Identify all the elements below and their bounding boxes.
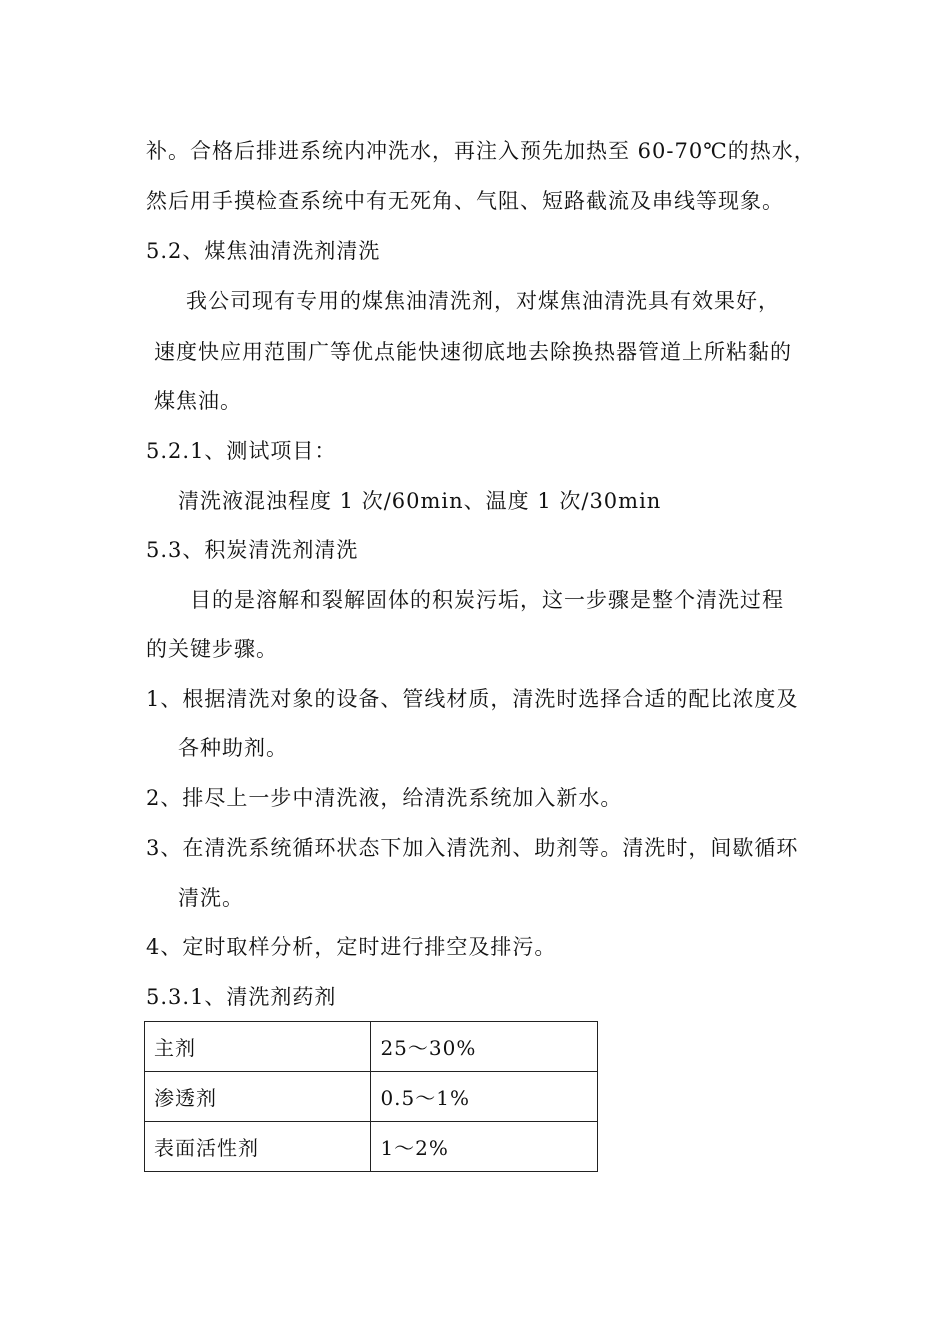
text-line: 我公司现有专用的煤焦油清洗剂，对煤焦油清洗具有效果好， (186, 289, 780, 313)
agent-ratio-cell: 25～30% (371, 1022, 598, 1072)
list-item-continuation: 清洗。 (178, 886, 244, 910)
section-heading: 5.2.1、测试项目： (146, 439, 337, 463)
text-line: 煤焦油。 (154, 389, 242, 413)
table-row (145, 1022, 598, 1072)
text-line: 目的是溶解和裂解固体的积炭污垢，这一步骤是整个清洗过程 (190, 588, 784, 612)
agent-name-cell: 表面活性剂 (145, 1122, 371, 1172)
text-line: 清洗液混浊程度 1 次/60min、温度 1 次/30min (178, 489, 662, 513)
agent-table (144, 1021, 598, 1172)
list-item: 4、定时取样分析，定时进行排空及排污。 (146, 935, 557, 959)
list-item: 2、排尽上一步中清洗液，给清洗系统加入新水。 (146, 786, 623, 810)
agent-name-cell: 主剂 (145, 1022, 371, 1072)
section-heading: 5.3.1、清洗剂药剂 (146, 985, 337, 1009)
text-line: 补。合格后排进系统内冲洗水，再注入预先加热至 60-70℃的热水， (146, 139, 816, 163)
text-line: 的关键步骤。 (146, 637, 278, 661)
list-item: 1、根据清洗对象的设备、管线材质，清洗时选择合适的配比浓度及 (146, 687, 799, 711)
section-heading: 5.3、积炭清洗剂清洗 (146, 538, 359, 562)
table-row (145, 1122, 598, 1172)
agent-ratio-cell: 0.5～1% (371, 1072, 598, 1122)
list-item: 3、在清洗系统循环状态下加入清洗剂、助剂等。清洗时，间歇循环 (146, 836, 799, 860)
text-line: 然后用手摸检查系统中有无死角、气阻、短路截流及串线等现象。 (146, 189, 784, 213)
agent-ratio-cell: 1～2% (371, 1122, 598, 1172)
table-row (145, 1072, 598, 1122)
list-item-continuation: 各种助剂。 (178, 736, 288, 760)
agent-name-cell: 渗透剂 (145, 1072, 371, 1122)
section-heading: 5.2、煤焦油清洗剂清洗 (146, 239, 381, 263)
text-line: 速度快应用范围广等优点能快速彻底地去除换热器管道上所粘黏的 (154, 340, 792, 364)
